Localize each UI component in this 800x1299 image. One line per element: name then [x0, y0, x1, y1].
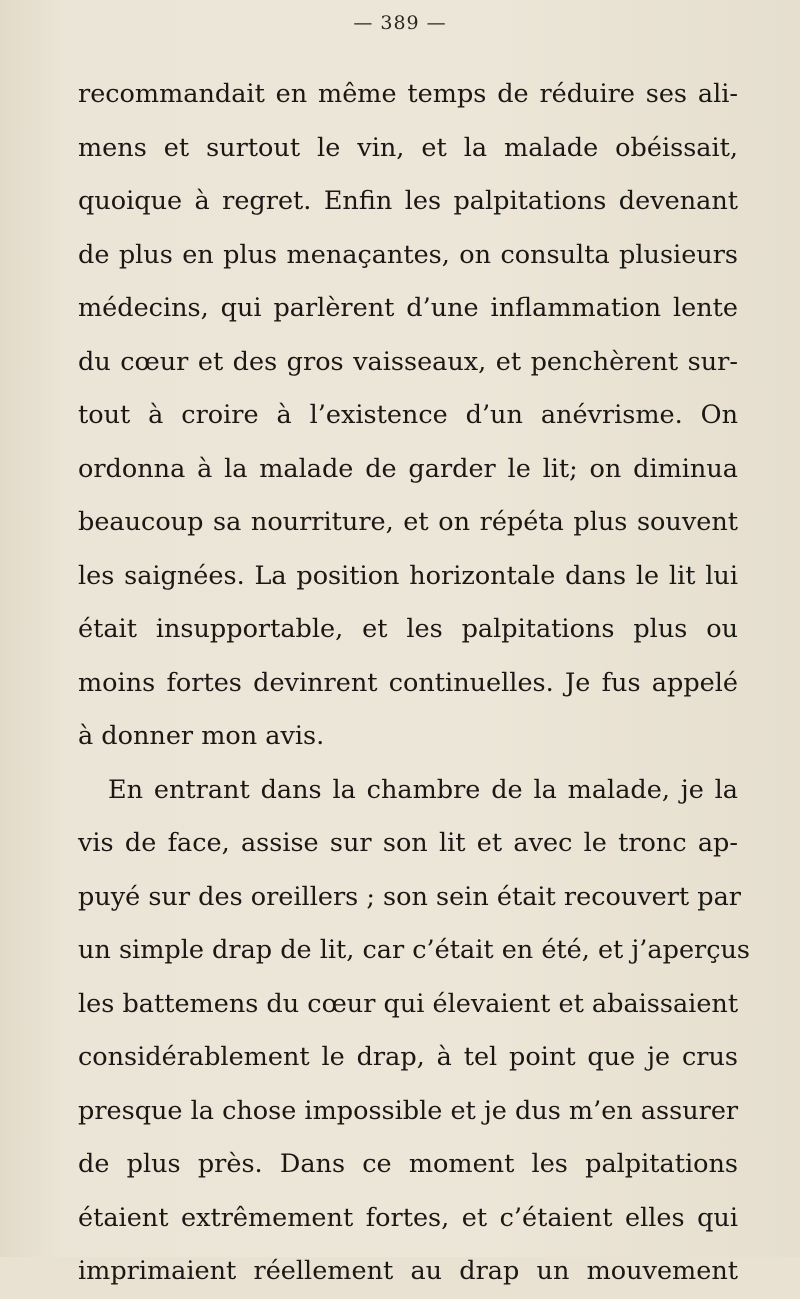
text-line: beaucoup sa nourriture, et on répéta plus souvent: [78, 507, 738, 537]
text-line: tout à croire à l’existence d’un anévrisme. On: [78, 400, 738, 430]
text-line: les battemens du cœur qui élevaient et abaissaient: [78, 988, 739, 1019]
text-line: ordonna à la malade de garder le lit; on diminua: [78, 453, 738, 484]
text-line: moins fortes devinrent continuelles. Je fus appelé: [78, 667, 738, 698]
text-line: était insupportable, et les palpitations plus ou: [78, 614, 738, 644]
text-line: les saignées. La position horizontale dans le lit lui: [78, 560, 738, 591]
text-line: imprimaient réellement au drap un mouvement: [78, 1256, 738, 1286]
text-line: mens et surtout le vin, et la malade obéissait,: [78, 132, 738, 163]
text-line: presque la chose impossible et je dus m’en assurer: [78, 1095, 739, 1126]
paragraph-2: [78, 764, 751, 1299]
text-line: recommandait en même temps de réduire ses ali-: [78, 79, 738, 109]
text-line: vis de face, assise sur son lit et avec le tronc ap-: [78, 828, 738, 858]
text-line: En entrant dans la chambre de la malade, je la: [108, 774, 738, 805]
text-line: étaient extrêmement fortes, et c’étaient elles qui: [78, 1202, 738, 1233]
paragraph-1: [78, 68, 738, 764]
text-line: un simple drap de lit, car c’était en été, et j’aperçus: [78, 935, 751, 965]
body-text: [78, 68, 751, 1299]
text-line: puyé sur des oreillers ; son sein était recouvert par: [78, 881, 741, 912]
text-line: de plus près. Dans ce moment les palpitations: [78, 1149, 738, 1179]
text-line: du cœur et des gros vaisseaux, et penchèrent sur-: [78, 346, 738, 377]
text-line: à donner mon avis.: [78, 721, 325, 751]
page-number: — 389 —: [353, 12, 447, 34]
text-line: médecins, qui parlèrent d’une inflammation lente: [78, 293, 738, 323]
text-line: quoique à regret. Enfin les palpitations devenant: [78, 186, 738, 216]
text-line: considérablement le drap, à tel point que je crus: [78, 1042, 738, 1072]
text-line: de plus en plus menaçantes, on consulta plusieurs: [78, 239, 738, 270]
